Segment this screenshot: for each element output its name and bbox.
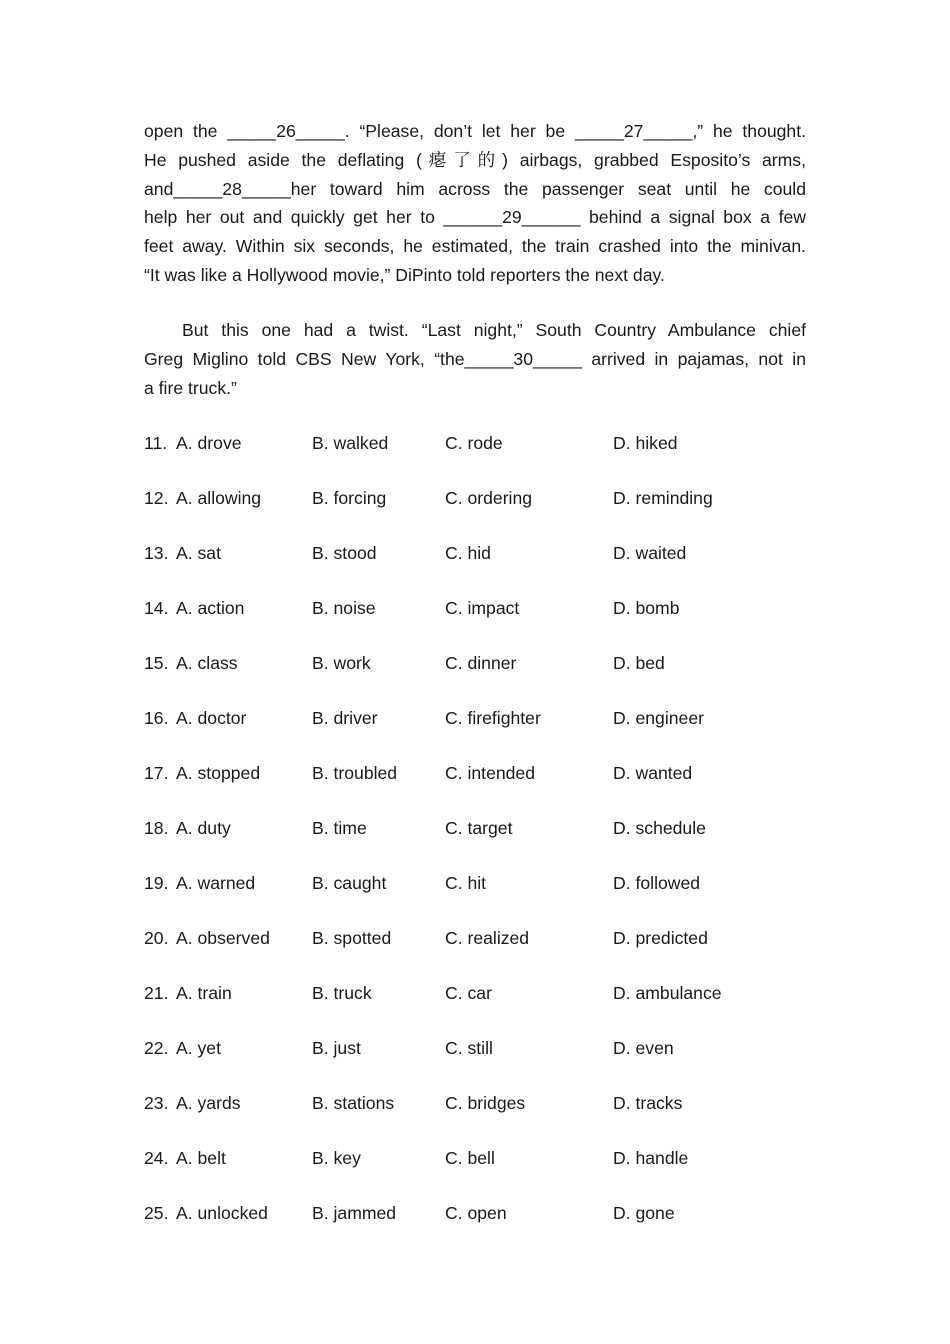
question-row xyxy=(144,1144,806,1199)
option-b: B. truck xyxy=(312,983,372,1003)
option-b: B. walked xyxy=(312,433,389,453)
passage-line: open the _____26_____. “Please, don’t let her be _____27_____,” he thought. xyxy=(144,121,806,141)
passage-line: “It was like a Hollywood movie,” DiPinto told reporters the next day. xyxy=(144,264,665,285)
option-d: D. gone xyxy=(613,1203,675,1223)
option-d: D. even xyxy=(613,1038,674,1058)
option-b: B. caught xyxy=(312,873,387,893)
option-d: D. engineer xyxy=(613,708,704,728)
question-row xyxy=(144,1089,806,1144)
option-a: A. sat xyxy=(176,543,221,563)
passage-line: help her out and quickly get her to ______29______ behind a signal box a few xyxy=(144,207,806,228)
question-row xyxy=(144,1199,806,1254)
option-c: C. firefighter xyxy=(445,708,541,728)
option-c: C. intended xyxy=(445,763,535,783)
option-b: B. driver xyxy=(312,708,378,728)
question-row xyxy=(144,759,806,814)
option-a: A. duty xyxy=(176,818,231,838)
answer-options-list xyxy=(144,429,806,1254)
question-number: 13. xyxy=(144,543,169,563)
option-c: C. dinner xyxy=(445,653,517,673)
option-a: A. warned xyxy=(176,873,256,893)
option-d: D. wanted xyxy=(613,763,693,783)
question-row xyxy=(144,539,806,594)
option-d: D. ambulance xyxy=(613,983,722,1003)
question-number: 16. xyxy=(144,708,169,728)
question-row xyxy=(144,594,806,649)
question-row xyxy=(144,429,806,484)
option-b: B. jammed xyxy=(312,1203,397,1223)
question-number: 15. xyxy=(144,653,169,673)
option-b: B. just xyxy=(312,1038,361,1058)
option-b: B. key xyxy=(312,1148,361,1168)
option-d: D. bomb xyxy=(613,598,680,618)
option-b: B. forcing xyxy=(312,488,387,508)
passage-line: and_____28_____her toward him across the passenger seat until he could xyxy=(144,178,806,199)
option-b: B. time xyxy=(312,818,367,838)
option-c: C. hit xyxy=(445,873,487,893)
option-a: A. unlocked xyxy=(176,1203,268,1223)
option-b: B. stood xyxy=(312,543,377,563)
passage-line: a fire truck.” xyxy=(144,377,237,398)
option-a: A. class xyxy=(176,653,238,673)
question-number: 17. xyxy=(144,763,169,783)
option-a: A. doctor xyxy=(176,708,247,728)
option-a: A. yet xyxy=(176,1038,221,1058)
option-b: B. work xyxy=(312,653,371,673)
question-number: 21. xyxy=(144,983,169,1003)
passage-line: Greg Miglino told CBS New York, “the_____30_____ arrived in pajamas, not in xyxy=(144,348,806,369)
option-b: B. noise xyxy=(312,598,376,618)
question-number: 12. xyxy=(144,488,169,508)
option-c: C. ordering xyxy=(445,488,533,508)
option-a: A. action xyxy=(176,598,245,618)
option-d: D. tracks xyxy=(613,1093,683,1113)
option-c: C. car xyxy=(445,983,492,1003)
option-b: B. troubled xyxy=(312,763,398,783)
option-b: B. spotted xyxy=(312,928,392,948)
question-number: 23. xyxy=(144,1093,169,1113)
question-number: 25. xyxy=(144,1203,169,1223)
option-c: C. target xyxy=(445,818,513,838)
question-row xyxy=(144,484,806,539)
option-d: D. followed xyxy=(613,873,701,893)
option-c: C. hid xyxy=(445,543,491,563)
question-number: 19. xyxy=(144,873,169,893)
option-d: D. reminding xyxy=(613,488,713,508)
passage-paragraph-2 xyxy=(144,316,806,402)
question-number: 24. xyxy=(144,1148,169,1168)
option-d: D. schedule xyxy=(613,818,706,838)
option-c: C. bridges xyxy=(445,1093,526,1113)
passage-line: feet away. Within six seconds, he estimated, the train crashed into the minivan. xyxy=(144,236,806,257)
question-row xyxy=(144,1034,806,1089)
option-a: A. belt xyxy=(176,1148,226,1168)
question-row xyxy=(144,869,806,924)
question-row xyxy=(144,924,806,979)
option-c: C. rode xyxy=(445,433,503,453)
question-row xyxy=(144,814,806,869)
option-d: D. bed xyxy=(613,653,665,673)
option-d: D. waited xyxy=(613,543,687,563)
option-a: A. yards xyxy=(176,1093,241,1113)
option-a: A. drove xyxy=(176,433,242,453)
option-a: A. allowing xyxy=(176,488,262,508)
question-row xyxy=(144,979,806,1034)
option-a: A. train xyxy=(176,983,232,1003)
option-c: C. bell xyxy=(445,1148,495,1168)
question-number: 18. xyxy=(144,818,169,838)
option-a: A. stopped xyxy=(176,763,261,783)
option-c: C. still xyxy=(445,1038,493,1058)
passage-line: But this one had a twist. “Last night,” South Country Ambulance chief xyxy=(182,320,806,340)
question-number: 22. xyxy=(144,1038,169,1058)
option-c: C. open xyxy=(445,1203,507,1223)
option-a: A. observed xyxy=(176,928,270,948)
passage-line: He pushed aside the deflating (瘪了的) airbags, grabbed Esposito’s arms, xyxy=(144,149,806,170)
question-number: 14. xyxy=(144,598,169,618)
option-b: B. stations xyxy=(312,1093,395,1113)
option-d: D. predicted xyxy=(613,928,708,948)
option-c: C. impact xyxy=(445,598,520,618)
question-row xyxy=(144,704,806,759)
passage-paragraph-1 xyxy=(144,117,806,290)
question-number: 20. xyxy=(144,928,169,948)
option-c: C. realized xyxy=(445,928,530,948)
question-number: 11. xyxy=(144,433,168,453)
option-d: D. hiked xyxy=(613,433,678,453)
option-d: D. handle xyxy=(613,1148,689,1168)
question-row xyxy=(144,649,806,704)
